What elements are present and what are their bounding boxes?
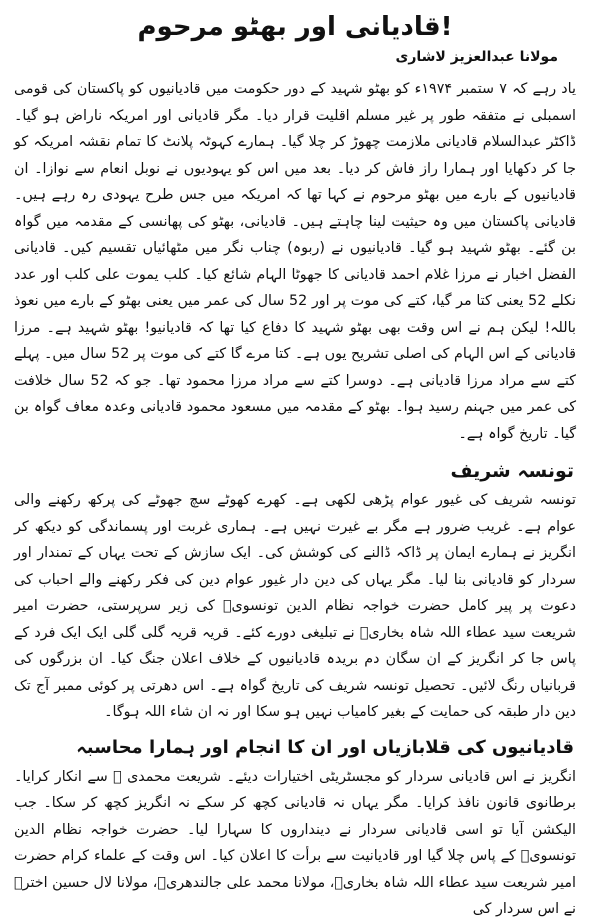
article-title: قادیانی اور بھٹو مرحوم! — [137, 12, 453, 42]
body-paragraph-1: یاد رہے کہ ۷ ستمبر ۱۹۷۴ء کو بھٹو شہید کے دور حکومت میں قادیانیوں کو پاکستان کی قومی اسمبلی نے متفقہ طور پر غیر مسلم اقلیت قرار دیا۔ مگر قادیانی اور امریکہ ناراض ہو گیا۔ ڈاکٹر عبدالسلام قادیانی ملازمت چھوڑ کر چلا گیا۔ ہمارے کہوٹہ پلانٹ کا تمام نقشہ امریکہ کو جا کر دکھایا اور ہمارا راز فاش کر دیا۔ بعد میں اس کو یہودیوں نے نوبل انعام سے نوازا۔ ان قادیانیوں کے بارے میں بھٹو مرحوم نے کہا تھا کہ امریکہ میں جس طرح یہودی رہ رہے ہیں۔ قادیانی پاکستان میں وہ حیثیت لینا چاہتے ہیں۔ قادیانی، بھٹو کی پھانسی کے مقدمہ میں گواہ بن گئے۔ بھٹو شہید ہو گیا۔ قادیانیوں نے (ربوہ) چناب نگر میں مٹھائیاں تقسیم کیں۔ قادیانی الفضل اخبار نے مرزا غلام احمد قادیانی کا جھوٹا الہام شائع کیا۔ کلب یموت علی کلب اور عدد نکلے 52 یعنی کتا مر گیا، کتے کی موت پر اور 52 سال کی عمر میں یعنی بھٹو کے بارے میں نعوذ باللہ! لیکن ہم نے اس وقت بھی بھٹو شہید کا دفاع کیا تھا کہ قادیانیو! بھٹو شہید ہے۔ مرزا قادیانی کے اس الہام کی اصلی تشریح یوں ہے۔ کتا مرے گا کتے کی موت پر 52 سال میں۔ پہلے کتے سے مراد مرزا قادیانی ہے۔ دوسرا کتے سے مراد مرزا محمود تھا۔ جو کہ 52 سال خلافت کی عمر میں جہنم رسید ہوا۔ بھٹو کے مقدمہ میں مسعود محمود قادیانی وعدہ معاف گواہ بن گیا۔ تاریخ گواہ ہے۔ — [14, 81, 576, 442]
body-paragraph-2: تونسہ شریف کی غیور عوام پڑھی لکھی ہے۔ کھرے کھوٹے سچ جھوٹے کی پرکھ رکھنے والی عوام ہے۔ غریب ضرور ہے مگر بے غیرت نہیں ہے۔ ہماری غربت اور پسماندگی کو دیکھ کر انگریز نے ہمارے ایمان پر ڈاکہ ڈالنے کی کوشش کی۔ ایک سازش کے تحت یہاں کے تمندار اور سردار کو قادیانی بنا لیا۔ مگر یہاں کی دین دار غیور عوام دین کی فکر رکھنے والے احباب کی دعوت پر پیر کامل حضرت خواجہ نظام الدین تونسویؒ کی زیر سرپرستی، حضرت امیر شریعت سید عطاء اللہ شاہ بخاریؒ نے تبلیغی دورے کئے۔ قریہ قریہ گلی گلی ایک ایک فرد کے پاس جا کر انگریز کے ان سگان دم بریدہ قادیانیوں کے خلاف اعلان جنگ کیا۔ ان بزرگوں کی قربانیاں رنگ لائیں۔ تحصیل تونسہ شریف کی تاریخ گواہ ہے۔ اس دھرتی پر کوئی ممبر آج تک دین دار طبقہ کی حمایت کے بغیر کامیاب نہیں ہو سکا اور نہ ان شاء اللہ ہوگا۔ — [14, 492, 576, 720]
author-byline: مولانا عبدالعزیز لاشاری — [395, 49, 558, 65]
section-heading-taunsa: تونسہ شریف — [450, 460, 574, 482]
section-heading-qadiani-fate: قادیانیوں کی قلابازیاں اور ان کا انجام اور ہمارا محاسبہ — [76, 736, 574, 758]
body-paragraph-3: انگریز نے اس قادیانی سردار کو مجسٹریٹی اختیارات دیئے۔ شریعت محمدی ﷺ سے انکار کرایا۔ برطانوی قانون نافذ کرایا۔ مگر یہاں نہ قادیانی کچھ کر سکے نہ انگریز کچھ کر سکا۔ جب الیکشن آیا تو اسی قادیانی سردار نے دینداروں کا سہارا لیا۔ حضرت خواجہ نظام الدین تونسویؒ کے پاس چلا گیا اور قادیانیت سے برأت کا اعلان کیا۔ اس وقت کے علماء کرام حضرت امیر شریعت سید عطاء اللہ شاہ بخاریؒ، مولانا محمد علی جالندھریؒ، مولانا لال حسین اخترؒ نے اس سردار کی — [14, 768, 576, 917]
